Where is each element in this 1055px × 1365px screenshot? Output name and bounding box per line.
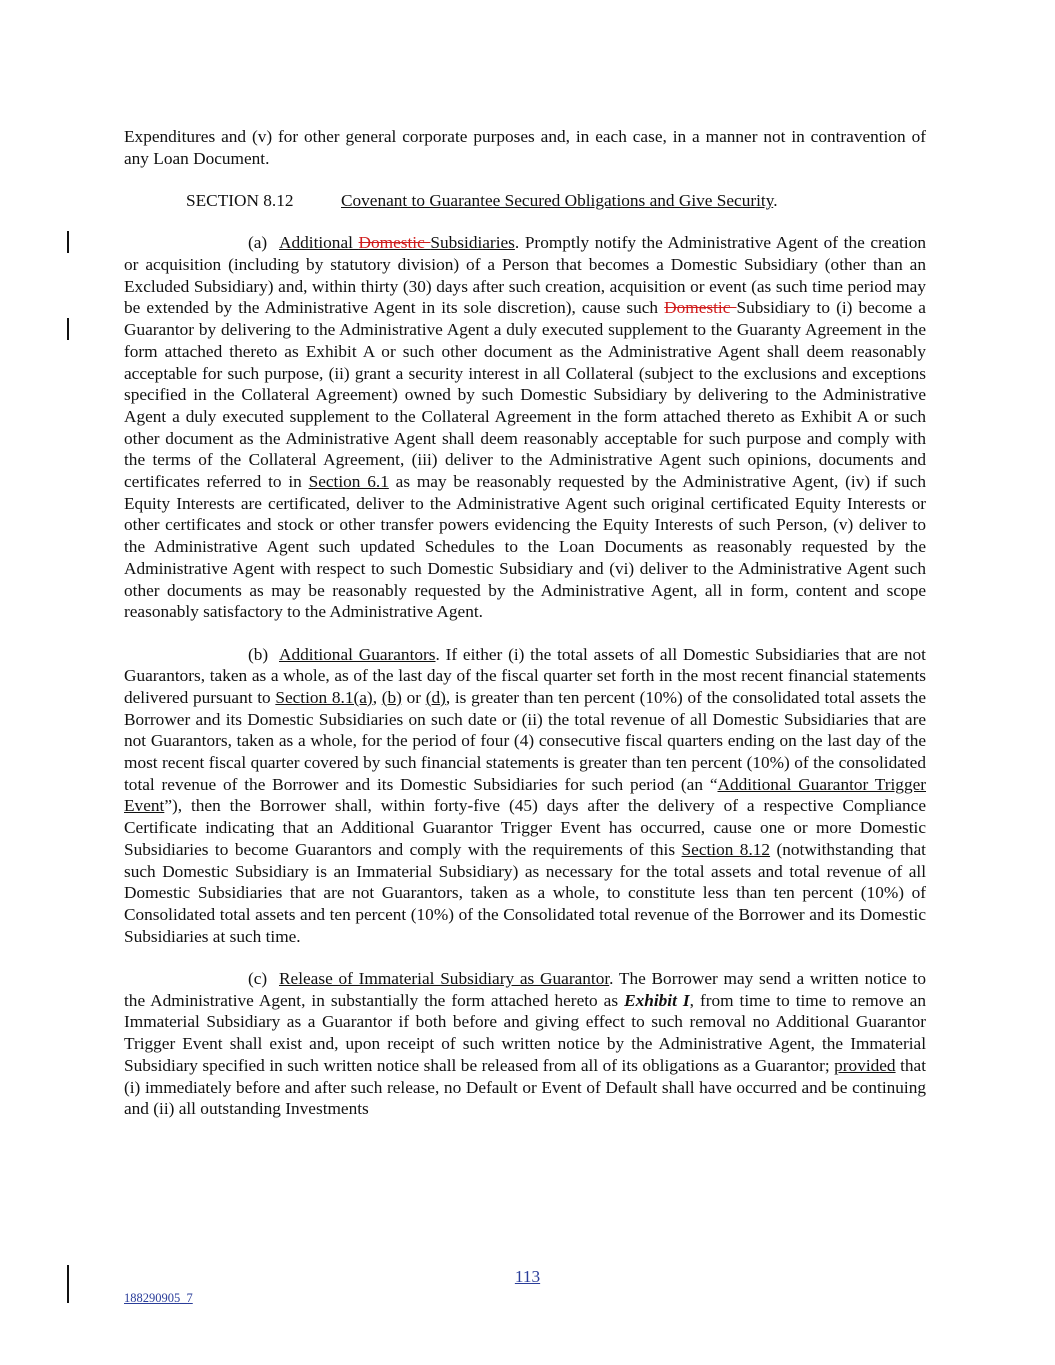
para-b-label: (b) — [248, 644, 269, 664]
paragraph-c: (c) Release of Immaterial Subsidiary as Guarantor. The Borrower may send a written notice to the Administrative Agent, in substantially the form attached hereto as Exhibit I, from time to time to remove an Immaterial Subsidiary as a Guarantor if both before and giving effect to such removal no Additional Guarantor Trigger Event shall exist and, upon receipt of such written notice by the Administrative Agent, the Immaterial Subsidiary specified in such written notice shall be released from all of its obligations as a Guarantor; provided that (i) immediately before and after such release, no Default or Event of Default shall have occurred and be continuing and (ii) all outstanding Investments — [124, 968, 927, 1119]
paragraph-a: (a) Additional Domestic Subsidiaries. Promptly notify the Administrative Agent of the creation or acquisition (including by statutory division) of a Person that becomes a Domestic Subsidiary (other than an Excluded Subsidiary) and, within thirty (30) days after such creation, acquisition or event (as such time period may be extended by the Administrative Agent in its sole discretion), cause such Domestic Subsidiary to (i) become a Guarantor by delivering to the Administrative Agent a duly executed supplement to the Guaranty Agreement in the form attached thereto as Exhibit A or such other document as the Administrative Agent shall deem reasonably acceptable for such purpose, (ii) grant a security interest in all Collateral (subject to the exclusions and exceptions specified in the Collateral Agreement) owned by such Domestic Subsidiary by delivering to the Administrative Agent a duly executed supplement to the Collateral Agreement in the form attached thereto as Exhibit A or such other document as the Administrative Agent shall deem reasonably acceptable for such purpose and comply with the terms of the Collateral Agreement, (iii) deliver to the Administrative Agent such opinions, documents and certificates referred to in Section 6.1 as may be reasonably requested by the Administrative Agent, (iv) if such Equity Interests are certificated, deliver to the Administrative Agent such original certificated Equity Interests or other certificates and stock or other transfer powers evidencing the Equity Interests of such Person, (v) deliver to the Administrative Agent such updated Schedules to the Loan Documents as reasonably requested by the Administrative Agent with respect to such Domestic Subsidiary and (vi) deliver to the Administrative Agent such other documents as may be reasonably requested by the Administrative Agent, all in form, content and scope reasonably satisfactory to the Administrative Agent. — [124, 233, 926, 622]
paragraph-b: (b) Additional Guarantors. If either (i) the total assets of all Domestic Subsidiaries that are not Guarantors, taken as a whole, as of the last day of the fiscal quarter set forth in the most recent financial statements delivered pursuant to Section 8.1(a), (b) or (d), is greater than ten percent (10%) of the consolidated total assets the Borrower and its Domestic Subsidiaries on such date or (ii) the total revenue of all Domestic Subsidiaries that are not Guarantors, taken as a whole, for the period of four (4) consecutive fiscal quarters ending on the last day of the most recent fiscal quarter covered by such financial statements is greater than ten percent (10%) of the consolidated total revenue of the Borrower and its Domestic Subsidiaries for such period (an “Additional Guarantor Trigger Event”), then the Borrower shall, within forty-five (45) days after the delivery of a respective Compliance Certificate indicating that an Additional Guarantor Trigger Event has occurred, cause one or more Domestic Subsidiaries to become Guarantors and comply with the requirements of this Section 8.12 (notwithstanding that such Domestic Subsidiary is an Immaterial Subsidiary) as necessary for the total assets and total revenue of all Domestic Subsidiaries that are not Guarantors, taken as a whole, to constitute less than ten percent (10%) of Consolidated total assets and ten percent (10%) of the Consolidated total revenue of the Borrower and its Domestic Subsidiaries at such time. — [124, 644, 927, 946]
para-b-heading: Additional Guarantors — [279, 644, 436, 664]
cross-reference: Section 6.1 — [308, 472, 389, 492]
change-bar — [67, 231, 69, 253]
cross-reference: (d) — [425, 687, 446, 707]
document-page — [124, 126, 926, 1120]
cross-reference: (b) — [381, 687, 402, 707]
para-c-label: (c) — [248, 968, 268, 988]
section-title: Covenant to Guarantee Secured Obligations and Give Security — [341, 191, 774, 210]
section-heading: SECTION 8.12 Covenant to Guarantee Secured Obligations and Give Security. — [186, 191, 778, 210]
document-id: 188290905_7 — [124, 1291, 193, 1305]
change-bar — [67, 318, 69, 340]
deleted-text: Domestic — [358, 233, 431, 253]
para-c-heading: Release of Immaterial Subsidiary as Guarantor — [279, 968, 610, 988]
para-a-label: (a) — [248, 233, 268, 253]
proviso-term: provided — [834, 1055, 896, 1075]
page-number: 113 — [514, 1267, 541, 1286]
cross-reference: Section 8.1(a) — [275, 687, 373, 707]
deleted-text: Domestic — [664, 298, 737, 318]
intro-paragraph: Expenditures and (v) for other general corporate purposes and, in each case, in a manner not in contravention of any Loan Document. — [124, 127, 926, 168]
cross-reference: Section 8.12 — [681, 839, 771, 859]
defined-term: Additional Guarantor Trigger Event — [124, 774, 927, 816]
exhibit-reference: Exhibit I — [624, 990, 690, 1010]
para-a-heading: Additional Domestic Subsidiaries — [279, 233, 515, 253]
section-number: SECTION 8.12 — [186, 191, 294, 210]
